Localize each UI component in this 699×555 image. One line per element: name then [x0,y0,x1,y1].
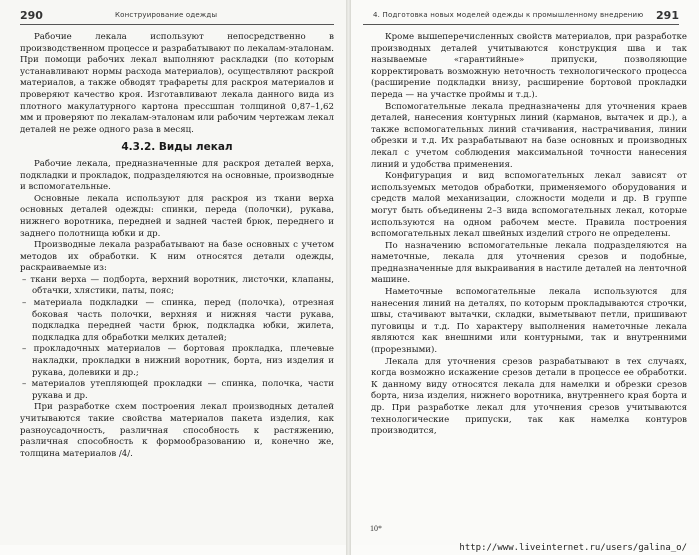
page-number: 291 [656,9,679,22]
list-item: – материала подкладки — спинка, перед (полочка), отрезная боковая часть полочки, верхняя и нижняя части рукава, подкладка передней части брюк, подкладка юбки, жилета, подкладка для обработки мелких деталей; [22,298,334,343]
running-head: Конструирование одежды [115,11,218,19]
section-heading: 4.3.2. Виды лекал [121,141,233,154]
list-item: – материалов утепляющей прокладки — спинка, полочка, части рукава и др. [22,379,334,401]
paragraph: При разработке схем построения лекал производных деталей учитываются такие свойства материалов пакета изделия, как разноусадочность, различная способность к растяжению, различная способность к формообразованию и, конечно же, толщина материалов /4/. [20,402,334,459]
paragraph: Вспомогательные лекала предназначены для уточнения краев деталей, нанесения контурных линий (карманов, вытачек и др.), а также вспомогательных линий стачивания, настрачивания, линии обрезки и т.д. Их разрабатывают на базе основных и производных лекал с учетом соблюдения максимальной точности нанесения линий и удобства применения. [371,101,687,170]
paragraph: Конфигурация и вид вспомогательных лекал зависят от используемых методов обработки, применяемого оборудования и средств малой механизации, сложности модели и др. В группе могут быть объединены 2–3 вида вспомогательных лекал, которые используются на одном рабочем месте. Правила построения вспомогательных лекал швейных изделий строго не определены. [371,171,687,240]
paragraph: Производные лекала разрабатывают на базе основных с учетом методов их обработки. К ним относятся детали одежды, раскраиваемые из: [20,240,334,274]
left-page-header [20,10,334,25]
left-page-body [20,32,334,460]
paragraph: По назначению вспомогательные лекала подразделяются на наметочные, лекала для уточнения срезов и подобные, предназначенные для выкраивания в настиле деталей на ленточной машине. [371,240,687,286]
paragraph: Основные лекала используют для раскроя из ткани верха основных деталей одежды: спинки, переда (полочки), рукава, нижнего воротника, передней и задней частей брюк, переднего и заднего полотнища юбки и др. [20,193,334,239]
paragraph: Наметочные вспомогательные лекала используются для нанесения линий на деталях, по которым прокладываются строчки, швы, стачивают вытачки, складки, выметывают петли, пришивают пуговицы и т.д. По характеру выполнения наметочные лекала являются как внешними или контурными, так и внутренними (прорезными). [371,287,687,356]
paragraph: Рабочие лекала используют непосредственно в производственном процессе и разрабатывают по лекалам-эталонам. При помощи рабочих лекал выполняют раскладки (по которым устанавливают нормы расхода материалов), осуществляют раскрой материалов, а также обводят трафареты для раскроя материалов и проверяют качество кроя. Изготавливают лекала данного вида из плотного макулатурного картона прессшпан толщиной 0,87–1,62 мм и проверяют по лекалам-эталонам или рабочим чертежам лекал деталей не реже одного раза в месяц. [20,32,334,135]
list-item: – ткани верха — подборта, верхний воротник, листочки, клапаны, обтачки, хлястики, паты, пояс; [22,274,334,297]
left-page [0,0,346,545]
list-item: – прокладочных материалов — бортовая прокладка, плечевые накладки, прокладки в нижний воротник, борта, низ изделия и рукава, долевики и др.; [22,344,334,378]
paragraph: Лекала для уточнения срезов разрабатывают в тех случаях, когда возможно искажение срезов детали в процессе ее обработки. К данному виду относятся лекала для намелки и обрезки срезов борта, низа изделия, нижнего воротника, внутреннего края борта и др. При разработке лекал для уточнения срезов учитываются технологические припуски, так как намелка контуров производится, [371,356,687,437]
watermark-url[interactable]: http://www.liveinternet.ru/users/galina_o/ [459,543,687,553]
page-number: 290 [20,9,43,22]
right-page-header [363,10,679,25]
right-page-body [371,32,687,438]
footnote-mark: 10* [370,524,382,533]
paragraph: Рабочие лекала, предназначенные для раскроя деталей верха, подкладки и прокладок, подразделяются на основные, производные и вспомогательные. [20,158,334,193]
running-head: 4. Подготовка новых моделей одежды к промышленному внедрению [373,11,644,19]
paragraph: Кроме вышеперечисленных свойств материалов, при разработке производных деталей учитываются конструкция шва и так называемые «гарантийные» припуски, позволяющие корректировать возможную неточность технологического процесса (расширение подкладки внизу, расширение бортовой прокладки переда — на участке проймы и т.д.). [371,32,687,100]
right-page [351,0,699,545]
